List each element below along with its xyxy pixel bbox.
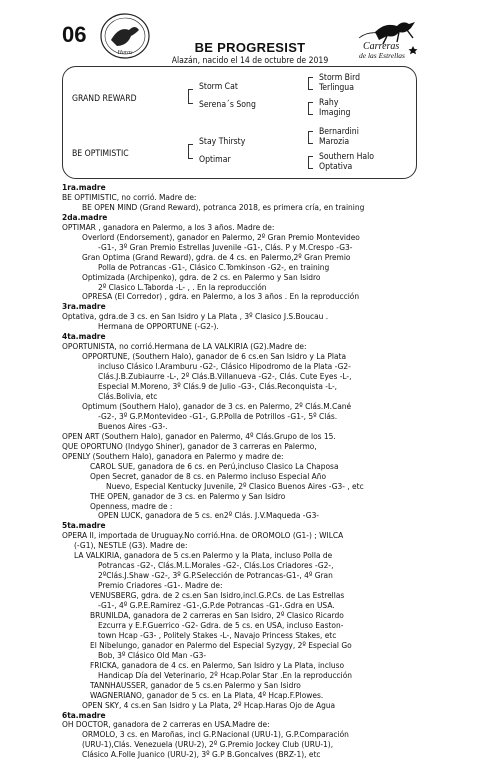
section-heading: 6ta.madre (62, 709, 106, 720)
pedigree-table (62, 66, 417, 179)
pedigree-sire: GRAND REWARD (72, 94, 137, 104)
text-line: FRICKA, ganadora de 4 cs. en Palermo, San Isidro y La Plata, incluso (90, 659, 345, 670)
svg-text:Haras: Haras (117, 50, 133, 56)
text-line: OPENLY (Southern Halo), ganadora en Palermo y madre de: (62, 450, 284, 461)
text-line: BE OPTIMISTIC, no corrió. Madre de: (62, 191, 197, 202)
section-heading: 4ta.madre (62, 331, 106, 342)
section-heading: 3ra.madre (62, 301, 106, 312)
pedigree-ggp: Southern Halo (319, 152, 375, 162)
text-line: Gran Optima (Grand Reward), gdra. de 4 cs. en Palermo,2º Gran Premio (82, 251, 351, 262)
text-line: (-G1), NESTLE (G3). Madre de: (74, 540, 188, 551)
text-line: -G1-, 3º Gran Premio Estrellas Juvenile -G1-, Clás. P y M.Crespo -G3- (98, 241, 353, 252)
text-line: Optativa, gdra.de 3 cs. en San Isidro y La Plata , 3º Clasico J.S.Boucau . (62, 311, 329, 322)
pedigree-dam-dam: Optimar (199, 155, 231, 165)
text-line: Optimizada (Archipenko), gdra. de 2 cs. en Palermo y San Isidro (82, 271, 321, 282)
section-heading: 5ta.madre (62, 520, 106, 531)
text-line: Potrancas -G2-, Clás.M.L.Morales -G2-, Clás.Los Criadores -G2-, (98, 560, 334, 571)
horse-name: BE PROGRESIST (194, 40, 306, 55)
text-line: Nuevo, Especial Kentucky Juvenile, 2º Clasico Buenos Aires -G3- , etc (106, 480, 364, 491)
text-line: Premio Criadores -G1-. Madre de: (98, 580, 223, 591)
text-line: TANNHAUSSER, ganador de 5 cs.en Palermo y San Isidro (90, 679, 301, 690)
text-line: THE OPEN, ganador de 3 cs. en Palermo y San Isidro (90, 490, 286, 501)
text-line: town Hcap -G3- , Politely Stakes -L-, Navajo Princess Stakes, etc (98, 629, 337, 640)
pedigree-ggp: Marozia (319, 137, 350, 147)
pedigree-ggp: Optativa (319, 162, 353, 172)
text-line: Handicap Día del Veterinario, 2º Hcap.Polar Star .En la reproducción (98, 669, 353, 680)
pedigree-ggp: Bernardini (319, 127, 359, 137)
svg-text:de las Estrellas: de las Estrellas (359, 51, 405, 60)
text-line: Open Secret, ganador de 8 cs. en Palermo incluso Especial Año (90, 470, 327, 481)
lot-number: 06 (62, 22, 87, 47)
text-line: Clás.J.B.Zubiaurre -L-, 2º Clás.B.Villanueva -G2-, Clás. Cute Eyes -L-, (98, 371, 352, 382)
bracket (188, 89, 193, 104)
text-line: Buenos Aires -G3-. (98, 420, 168, 431)
text-line: OPERA II, importada de Uruguay.No corrió.Hna. de OROMOLO (G1-) ; WILCA (62, 530, 344, 541)
pedigree-sire-sire: Storm Cat (199, 82, 238, 92)
text-line: 2º Clasico L.Taborda -L- , . En la reproducción (98, 281, 267, 292)
text-line: BRUNILDA, ganadora de 2 carreras en San Isidro, 2º Clasico Ricardo (90, 609, 344, 620)
text-line: Overlord (Endorsement), ganador en Palermo, 2º Gran Premio Montevideo (82, 231, 360, 242)
text-line: El Nibelungo, ganador en Palermo del Especial Syzygy, 2º Especial Go (90, 639, 352, 650)
text-line: ORMOLO, 3 cs. en Maroñas, incl G.P.Nacional (URU-1), G.P.Comparación (82, 729, 349, 740)
birth-line: Alazán, nacido el 14 de octubre de 2019 (171, 56, 329, 66)
pedigree-ggp: Storm Bird (319, 73, 361, 83)
bracket (188, 144, 193, 159)
text-line: Optimum (Southern Halo), ganador de 3 cs. en Palermo, 2º Clás.M.Cané (82, 400, 352, 411)
text-line: LA VALKIRIA, ganadora de 5 cs.en Palermo y la Plata, incluso Polla de (74, 550, 333, 561)
bracket (308, 77, 313, 90)
pedigree-dam: BE OPTIMISTIC (72, 149, 129, 159)
text-line: OPEN LUCK, ganadora de 5 cs. en2º Clás. J.V.Maqueda -G3- (98, 510, 320, 521)
svg-text:Carreras: Carreras (363, 41, 400, 52)
text-line: Hermana de OPPORTUNE (-G2-). (98, 321, 219, 332)
text-line: 2ºClás.J.Shaw -G2-, 3º G.P.Selección de Potrancas-G1-, 4º Gran (98, 570, 333, 581)
pedigree-ggp: Rahy (319, 98, 339, 108)
pedigree-ggp: Terlingua (319, 83, 354, 93)
text-line: VENUSBERG, gdra. de 2 cs.en San Isidro,incl.G.P.Cs. de Las Estrellas (90, 590, 345, 601)
text-line: OPPORTUNE, (Southern Halo), ganador de 6 cs.en San Isidro y La Plata (82, 351, 347, 362)
text-line: CAROL SUE, ganadora de 6 cs. en Perú,incluso Clasico La Chaposa (90, 460, 339, 471)
text-line: Ezcurra y E.F.Guerrico -G2- Gdra. de 5 cs. en USA, incluso Easton- (98, 619, 344, 630)
section-heading: 2da.madre (62, 211, 108, 222)
catalog-body (62, 183, 462, 760)
text-line: (URU-1),Clás. Venezuela (URU-2), 2º G.Premio Jockey Club (URU-1), (82, 739, 334, 750)
text-line: incluso Clásico I.Aramburu -G2-, Clásico Hipodromo de la Plata -G2- (98, 361, 351, 372)
text-line: Bob, 3º Clásico Old Man -G3- (98, 649, 207, 660)
text-line: BE OPEN MIND (Grand Reward), potranca 2018, es primera cría, en training (82, 201, 365, 212)
text-line: OH DOCTOR, ganadora de 2 carreras en USA.Madre de: (62, 719, 270, 730)
bracket (308, 102, 313, 115)
text-line: Clásico A.Folle Juanico (URU-2), 3º G.P B.Goncalves (BRZ-1), etc (82, 749, 321, 760)
text-line: Clás.Bolivia, etc (98, 391, 158, 402)
text-line: -G2-, 3º G.P.Montevideo -G1-, G.P.Polla de Potrillos -G1-, 5º Clás. (98, 410, 338, 421)
text-line: OPEN SKY, 4 cs.en San Isidro y La Plata, 2º Hcap.Haras Ojo de Agua (82, 699, 336, 710)
text-line: Especial M.Moreno, 3º Clás.9 de Julio -G3-, Clás.Reconquista -L-, (98, 381, 338, 392)
pedigree-dam-sire: Stay Thirsty (199, 137, 246, 147)
pedigree-ggp: Imaging (319, 108, 351, 118)
text-line: Polla de Potrancas -G1-, Clásico C.Tomkinson -G2-, en training (98, 261, 330, 272)
bracket (308, 156, 313, 169)
text-line: OPTIMAR , ganadora en Palermo, a los 3 años. Madre de: (62, 221, 275, 232)
text-line: OPEN ART (Southern Halo), ganador en Palermo, 4º Clás.Grupo de los 15. (62, 430, 336, 441)
bracket (308, 131, 313, 144)
text-line: -G1-, 4º G.P.E.Ramirez -G1-,G.P.de Potrancas -G1-.Gdra en USA. (98, 600, 335, 611)
text-line: WAGNERIANO, ganador de 5 cs. en La Plata, 4º Hcap.F.Plowes. (90, 689, 324, 700)
text-line: QUE OPORTUNO (Indygo Shiner), ganador de 3 carreras en Palermo, (62, 440, 317, 451)
text-line: Openness, madre de : (90, 500, 173, 511)
section-heading: 1ra.madre (62, 182, 106, 192)
text-line: OPORTUNISTA, no corrió.Hermana de LA VALKIRIA (G2).Madre de: (62, 341, 307, 352)
pedigree-sire-dam: Serena´s Song (199, 100, 256, 110)
text-line: OPRESA (El Corredor) , gdra. en Palermo, a los 3 años . En la reproducción (82, 291, 360, 302)
